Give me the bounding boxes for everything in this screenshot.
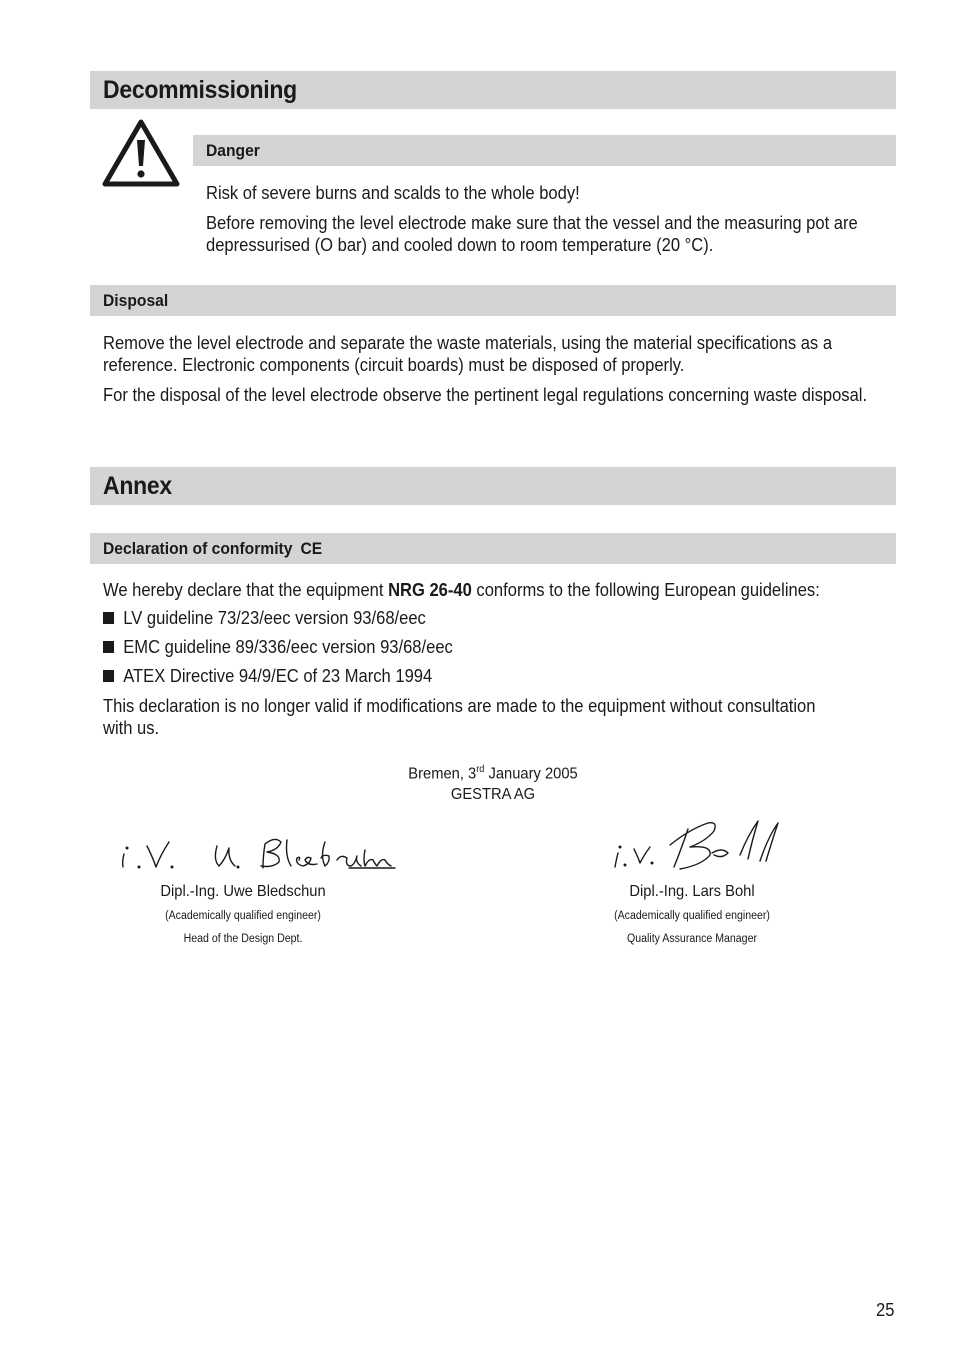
place-date-sup: rd — [476, 764, 485, 775]
place-date-pre: Bremen, 3 — [408, 765, 477, 783]
warning-triangle-icon — [102, 118, 180, 188]
intro-pre: We hereby declare that the equipment — [103, 580, 389, 600]
signatory-name: Dipl.-Ing. Lars Bohl — [629, 883, 755, 900]
signatory-qualification: (Academically qualified engineer) — [165, 910, 321, 922]
signatory-role: Quality Assurance Manager — [627, 933, 757, 945]
conformity-title — [103, 539, 322, 559]
guideline-text: EMC guideline 89/336/eec version 93/68/eec — [123, 637, 453, 657]
danger-label: Danger — [206, 141, 260, 160]
page-number: 25 — [876, 1300, 895, 1320]
conformity-intro — [103, 579, 820, 601]
conformity-title-text: Declaration of conformity — [103, 539, 293, 558]
place-date — [355, 764, 631, 783]
ce-mark: CE — [300, 539, 323, 558]
signatory-name: Dipl.-Ing. Uwe Bledschun — [160, 883, 326, 900]
guideline-item — [103, 607, 426, 629]
disposal-text-1: Remove the level electrode and separate the waste materials, using the material specifications as a — [103, 333, 833, 353]
danger-text-2a: Before removing the level electrode make sure that the vessel and the measuring pot are — [206, 213, 858, 233]
disposal-text-3: For the disposal of the level electrode observe the pertinent legal regulations concerning waste disposal. — [103, 385, 868, 405]
guideline-item — [103, 636, 453, 658]
section-header-annex — [90, 467, 896, 505]
equipment-name: NRG 26-40 — [388, 580, 472, 600]
bullet-square-icon — [103, 670, 114, 682]
company-name: GESTRA AG — [450, 786, 536, 803]
validity-text-2: with us. — [103, 718, 160, 738]
section-header-decommissioning — [90, 71, 896, 109]
bullet-square-icon — [103, 641, 114, 653]
signatory-role: Head of the Design Dept. — [183, 933, 303, 945]
validity-text-1: This declaration is no longer valid if modifications are made to the equipment without consultation — [103, 696, 816, 716]
signature-bledschun — [115, 830, 400, 875]
bullet-square-icon — [103, 612, 114, 624]
guideline-text: ATEX Directive 94/9/EC of 23 March 1994 — [123, 666, 433, 686]
conformity-header — [90, 533, 896, 564]
guideline-item — [103, 665, 432, 687]
danger-text-2b: depressurised (O bar) and cooled down to room temperature (20 °C). — [206, 235, 714, 255]
danger-header — [193, 135, 896, 166]
signature-bohl — [610, 815, 785, 875]
section-header-disposal — [90, 285, 896, 316]
intro-post: conforms to the following European guidelines: — [471, 580, 820, 600]
guideline-text: LV guideline 73/23/eec version 93/68/eec — [123, 608, 426, 628]
section-title: Decommissioning — [103, 76, 297, 104]
annex-title: Annex — [103, 472, 172, 500]
place-date-post: January 2005 — [484, 765, 578, 783]
signatory-qualification: (Academically qualified engineer) — [614, 910, 770, 922]
disposal-text-2: reference. Electronic components (circuit boards) must be disposed of properly. — [103, 355, 685, 375]
danger-text-1: Risk of severe burns and scalds to the whole body! — [206, 183, 580, 203]
disposal-title: Disposal — [103, 291, 169, 310]
